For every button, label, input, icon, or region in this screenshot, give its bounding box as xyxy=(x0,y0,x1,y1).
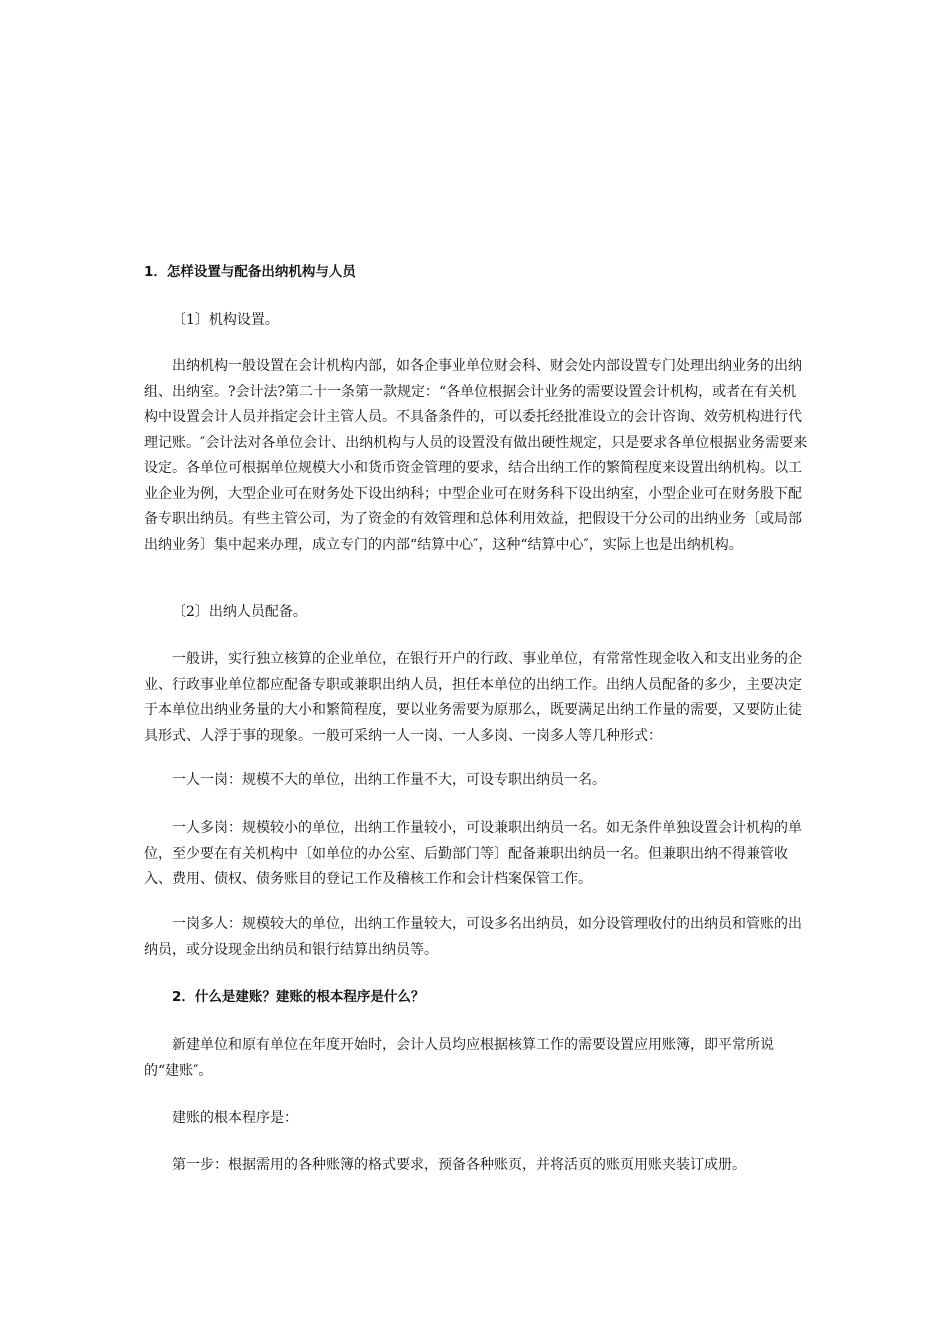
section-2-heading: 2．什么是建账？建账的根本程序是什么？ xyxy=(172,989,425,1005)
paragraph-staff-allocation: 一般讲，实行独立核算的企业单位，在银行开户的行政、事业单位，有常常性现金收入和支出业务的企业、行政事业单位都应配备专职或兼职出纳人员，担任本单位的出纳工作。出纳人员配备的多少，主要决定于本单位出纳业务量的大小和繁简程度，要以业务需要为原那么，既要满足出纳工作量的需要，又要防止徒具形式、人浮于事的现象。一般可采纳一人一岗、一人多岗、一岗多人等几种形式： xyxy=(144,651,802,744)
paragraph-one-post-multi-person: 一岗多人：规模较大的单位，出纳工作量较大，可设多名出纳员，如分设管理收付的出纳员和管账的出纳员，或分设现金出纳员和银行结算出纳员等。 xyxy=(144,916,802,958)
paragraph-one-person-multi-post: 一人多岗：规模较小的单位，出纳工作量较小，可设兼职出纳员一名。如无条件单独设置会计机构的单位，至少要在有关机构中〔如单位的办公室、后勤部门等〕配备兼职出纳员一名。但兼职出纳不得兼管收入、费用、债权、债务账目的登记工作及稽核工作和会计档案保管工作。 xyxy=(144,820,802,887)
paragraph-one-person-one-post: 一人一岗：规模不大的单位，出纳工作量不大，可设专职出纳员一名。 xyxy=(172,772,606,788)
subsection-1-title: 〔1〕机构设置。 xyxy=(172,312,279,328)
subsection-2-title: 〔2〕出纳人员配备。 xyxy=(172,604,307,620)
paragraph-account-setup-definition: 新建单位和原有单位在年度开始时，会计人员均应根据核算工作的需要设置应用账簿，即平常所说的“建账″。 xyxy=(144,1037,774,1079)
paragraph-basic-procedure: 建账的根本程序是： xyxy=(172,1110,298,1126)
paragraph-institution-setup: 出纳机构一般设置在会计机构内部，如各企事业单位财会科、财会处内部设置专门处理出纳业务的出纳组、出纳室。?会计法?第二十一条第一款规定：“各单位根据会计业务的需要设置会计机构，或者在有关机构中设置会计人员并指定会计主管人员。不具备条件的，可以委托经批准设立的会计咨询、效劳机构进行代理记账。″会计法对各单位会计、出纳机构与人员的设置没有做出硬性规定，只是要求各单位根据业务需要来设定。各单位可根据单位规模大小和货币资金管理的要求，结合出纳工作的繁简程度来设置出纳机构。以工业企业为例，大型企业可在财务处下设出纳科；中型企业可在财务科下设出纳室，小型企业可在财务股下配备专职出纳员。有些主管公司，为了资金的有效管理和总体利用效益，把假设干分公司的出纳业务〔或局部出纳业务〕集中起来办理，成立专门的内部“结算中心″，这种“结算中心″，实际上也是出纳机构。 xyxy=(144,358,808,553)
paragraph-step-one: 第一步：根据需用的各种账簿的格式要求，预备各种账页，并将活页的账页用账夹装订成册。 xyxy=(172,1157,746,1173)
section-1-heading: 1．怎样设置与配备出纳机构与人员 xyxy=(144,264,356,280)
